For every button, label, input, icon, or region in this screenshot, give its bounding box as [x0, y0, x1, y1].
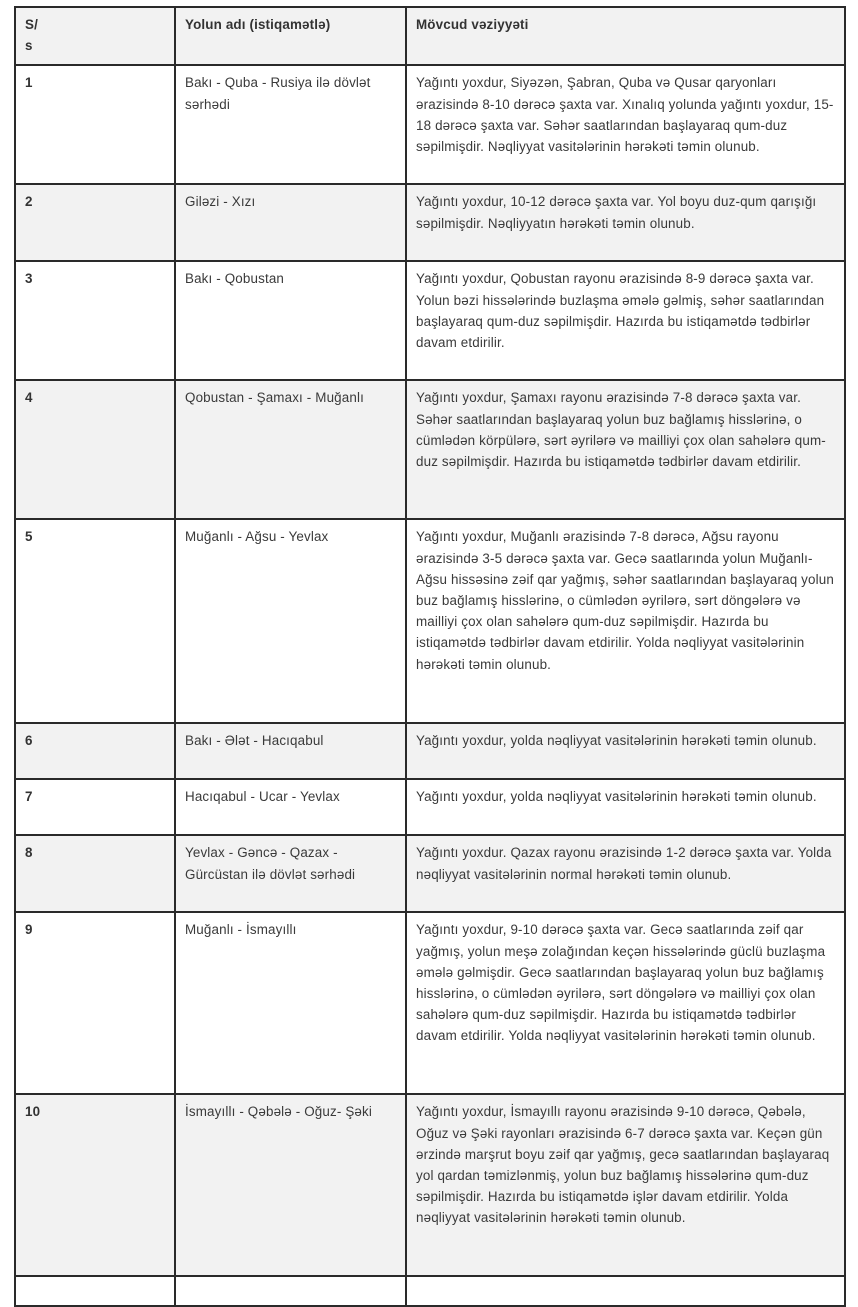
table-row — [15, 519, 845, 723]
road-status: Yağıntı yoxdur. Qazax rayonu ərazisində 1-2 dərəcə şaxta var. Yolda nəqliyyat vasitələrinin normal hərəkəti təmin olunub. — [406, 835, 845, 912]
table-row — [15, 723, 845, 779]
row-number: 4 — [15, 380, 175, 519]
column-header-number-line2: s — [25, 38, 33, 54]
row-number: 9 — [15, 912, 175, 1094]
road-name-empty — [175, 1276, 406, 1306]
table-row — [15, 1094, 845, 1276]
road-status: Yağıntı yoxdur, Qobustan rayonu ərazisində 8-9 dərəcə şaxta var. Yolun bəzi hissələrində buzlaşma əmələ gəlmiş, səhər saatlarından başlayaraq qum-duz səpilmişdir. Hazırda bu istiqamətdə tədbirlər davam etdirilir. — [406, 261, 845, 380]
road-status: Yağıntı yoxdur, Siyəzən, Şabran, Quba və Qusar qaryonları ərazisində 8-10 dərəcə şaxta var. Xınalıq yolunda yağıntı yoxdur, 15-18 dərəcə şaxta var. Səhər saatlarından başlayaraq qum-duz səpilmişdir. Nəqliyyat vasitələrinin hərəkəti təmin olunub. — [406, 65, 845, 184]
row-number: 2 — [15, 184, 175, 261]
column-header-road: Yolun adı (istiqamətlə) — [175, 7, 406, 65]
road-name: Muğanlı - Ağsu - Yevlax — [175, 519, 406, 723]
table-row — [15, 65, 845, 184]
column-header-number-line1: S/ — [25, 17, 38, 32]
row-number: 1 — [15, 65, 175, 184]
road-status: Yağıntı yoxdur, İsmayıllı rayonu ərazisində 9-10 dərəcə, Qəbələ, Oğuz və Şəki rayonları ərazisində 6-7 dərəcə şaxta var. Keçən gün ərzində marşrut boyu zəif qar yağmış, gecə saatlarından başlayaraq yol qardan təmizlənmiş, yolun buz bağlamış hissələrinə qum-duz səpilmişdir. Hazırda bu istiqamətdə işlər davam etdirilir. Yolda nəqliyyat vasitələrinin hərəkəti təmin olunub. — [406, 1094, 845, 1276]
row-number: 6 — [15, 723, 175, 779]
road-status-table — [14, 6, 846, 1307]
road-name: Hacıqabul - Ucar - Yevlax — [175, 779, 406, 835]
table-header-row — [15, 7, 845, 65]
road-name: Bakı - Quba - Rusiya ilə dövlət sərhədi — [175, 65, 406, 184]
road-status: Yağıntı yoxdur, 9-10 dərəcə şaxta var. Gecə saatlarında zəif qar yağmış, yolun meşə zolağından keçən hissələrində güclü buzlaşma əmələ gəlmişdir. Gecə saatlarından başlayaraq yolun buz bağlamış hisslərinə, o cümlədən əyrilərə, sərt döngələrə və mailliyi çox olan sahələrə qum-duz səpilmişdir. Hazırda bu istiqamətdə tədbirlər davam etdirilir. Yolda nəqliyyat vasitələrinin hərəkəti təmin olunub. — [406, 912, 845, 1094]
column-header-status: Mövcud vəziyyəti — [406, 7, 845, 65]
table-row — [15, 835, 845, 912]
row-number: 10 — [15, 1094, 175, 1276]
road-name: Qobustan - Şamaxı - Muğanlı — [175, 380, 406, 519]
row-number: 3 — [15, 261, 175, 380]
road-name: Yevlax - Gəncə - Qazax - Gürcüstan ilə dövlət sərhədi — [175, 835, 406, 912]
row-number: 8 — [15, 835, 175, 912]
table-row — [15, 184, 845, 261]
column-header-number — [15, 7, 175, 65]
road-name: Bakı - Ələt - Hacıqabul — [175, 723, 406, 779]
table-row — [15, 380, 845, 519]
road-name: Muğanlı - İsmayıllı — [175, 912, 406, 1094]
road-status-empty — [406, 1276, 845, 1306]
road-status: Yağıntı yoxdur, yolda nəqliyyat vasitələrinin hərəkəti təmin olunub. — [406, 723, 845, 779]
road-name: Bakı - Qobustan — [175, 261, 406, 380]
table-row — [15, 779, 845, 835]
table-row-partial — [15, 1276, 845, 1306]
road-status: Yağıntı yoxdur, 10-12 dərəcə şaxta var. Yol boyu duz-qum qarışığı səpilmişdir. Nəqliyyatın hərəkəti təmin olunub. — [406, 184, 845, 261]
road-status: Yağıntı yoxdur, Şamaxı rayonu ərazisində 7-8 dərəcə şaxta var. Səhər saatlarından başlayaraq yolun buz bağlamış hisslərinə, o cümlədən körpülərə, sərt əyrilərə və mailliyi çox olan sahələrə qum-duz səpilmişdir. Hazırda bu istiqamətdə tədbirlər davam etdirilir. — [406, 380, 845, 519]
row-number: 7 — [15, 779, 175, 835]
row-number: 5 — [15, 519, 175, 723]
row-number-empty — [15, 1276, 175, 1306]
road-status: Yağıntı yoxdur, Muğanlı ərazisində 7-8 dərəcə, Ağsu rayonu ərazisində 3-5 dərəcə şaxta var. Gecə saatlarında yolun Muğanlı-Ağsu hissəsinə zəif qar yağmış, səhər saatlarından başlayaraq yolun buz bağlamış hisslərinə, o cümlədən əyrilərə, sərt döngələrə və mailliyi çox olan sahələrə qum-duz səpilmişdir. Hazırda bu istiqamətdə tədbirlər davam etdirilir. Yolda nəqliyyat vasitələrinin hərəkəti təmin olunub. — [406, 519, 845, 723]
road-name: Giləzi - Xızı — [175, 184, 406, 261]
table-row — [15, 912, 845, 1094]
road-name: İsmayıllı - Qəbələ - Oğuz- Şəki — [175, 1094, 406, 1276]
table-row — [15, 261, 845, 380]
road-status: Yağıntı yoxdur, yolda nəqliyyat vasitələrinin hərəkəti təmin olunub. — [406, 779, 845, 835]
